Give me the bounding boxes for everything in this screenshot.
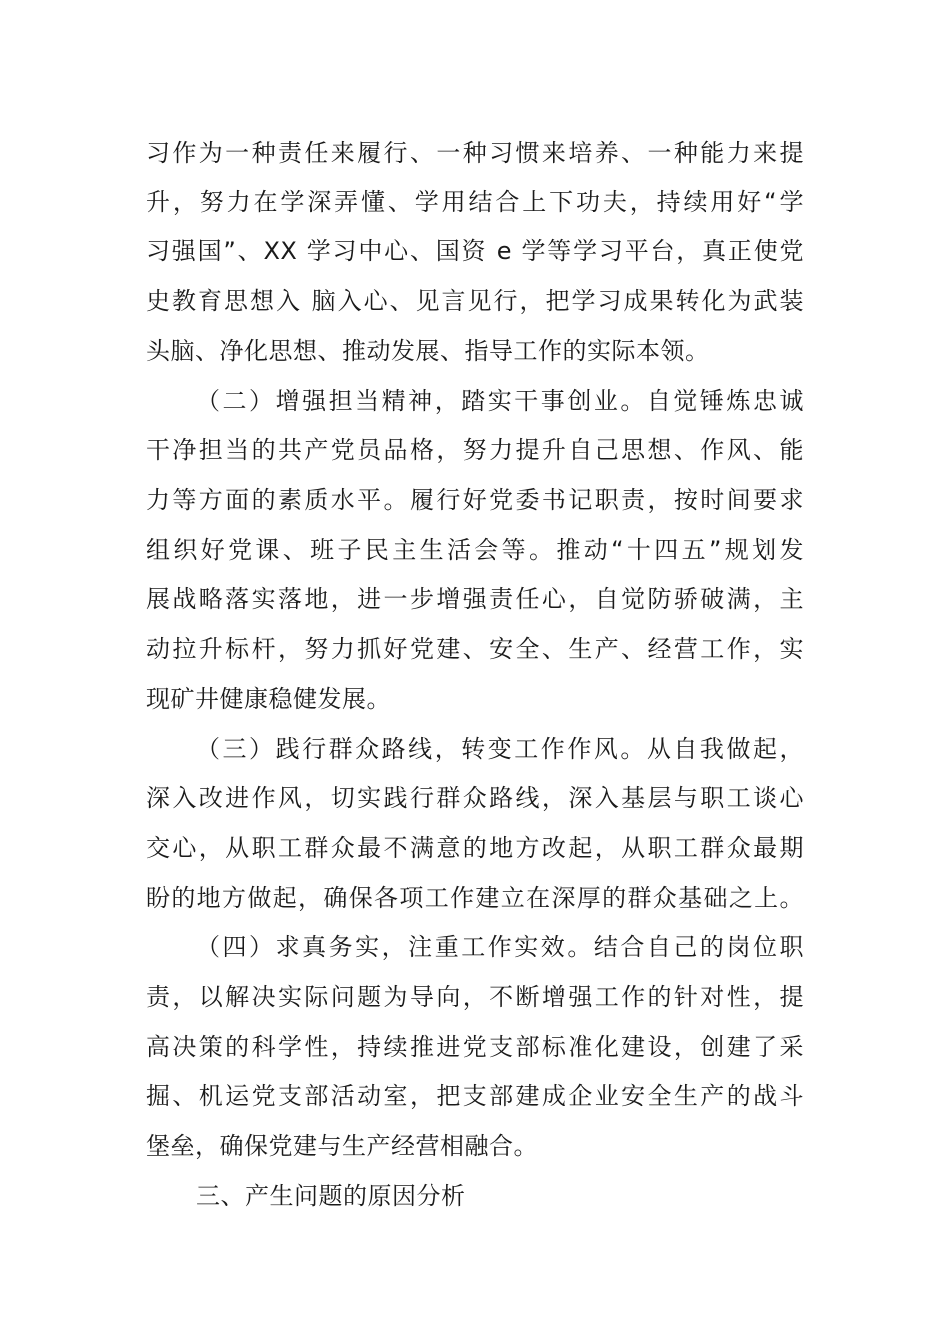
paragraph-line: 交心，从职工群众最不满意的地方改起，从职工群众最期 bbox=[146, 834, 804, 862]
paragraph-line: 高决策的科学性，持续推进党支部标准化建设，创建了采 bbox=[146, 1033, 804, 1061]
paragraph-line: 升，努力在学深弄懂、学用结合上下功夫，持续用好“学 bbox=[146, 188, 804, 216]
paragraph-line: 堡垒，确保党建与生产经营相融合。 bbox=[146, 1132, 538, 1160]
paragraph-line: 习强国”、XX 学习中心、国资 e 学等学习平台，真正使党 bbox=[146, 237, 804, 265]
paragraph-line: 现矿井健康稳健发展。 bbox=[146, 685, 391, 713]
paragraph-line: 深入改进作风，切实践行群众路线，深入基层与职工谈心 bbox=[146, 784, 804, 812]
paragraph-line: （四）求真务实，注重工作实效。结合自己的岗位职 bbox=[196, 933, 804, 961]
paragraph-line: （二）增强担当精神，踏实干事创业。自觉锤炼忠诚 bbox=[196, 387, 804, 415]
paragraph-line: 展战略落实落地，进一步增强责任心，自觉防骄破满，主 bbox=[146, 585, 804, 613]
paragraph-line: 掘、机运党支部活动室，把支部建成企业安全生产的战斗 bbox=[146, 1082, 804, 1110]
paragraph-line: 责，以解决实际问题为导向，不断增强工作的针对性，提 bbox=[146, 983, 804, 1011]
paragraph-line: 动拉升标杆，努力抓好党建、安全、生产、经营工作，实 bbox=[146, 635, 804, 663]
paragraph-line: 干净担当的共产党员品格，努力提升自己思想、作风、能 bbox=[146, 436, 804, 464]
paragraph-line: 史教育思想入 脑入心、见言见行，把学习成果转化为武装 bbox=[146, 287, 804, 315]
paragraph-line: 习作为一种责任来履行、一种习惯来培养、一种能力来提 bbox=[146, 139, 804, 167]
paragraph-line: 盼的地方做起，确保各项工作建立在深厚的群众基础之上。 bbox=[146, 884, 804, 912]
paragraph-line: 力等方面的素质水平。履行好党委书记职责，按时间要求 bbox=[146, 486, 804, 514]
section-heading: 三、产生问题的原因分析 bbox=[196, 1182, 466, 1210]
paragraph-line: 头脑、净化思想、推动发展、指导工作的实际本领。 bbox=[146, 337, 710, 365]
paragraph-line: 组织好党课、班子民主生活会等。推动“十四五”规划发 bbox=[146, 536, 804, 564]
paragraph-line: （三）践行群众路线，转变工作作风。从自我做起， bbox=[196, 735, 804, 763]
